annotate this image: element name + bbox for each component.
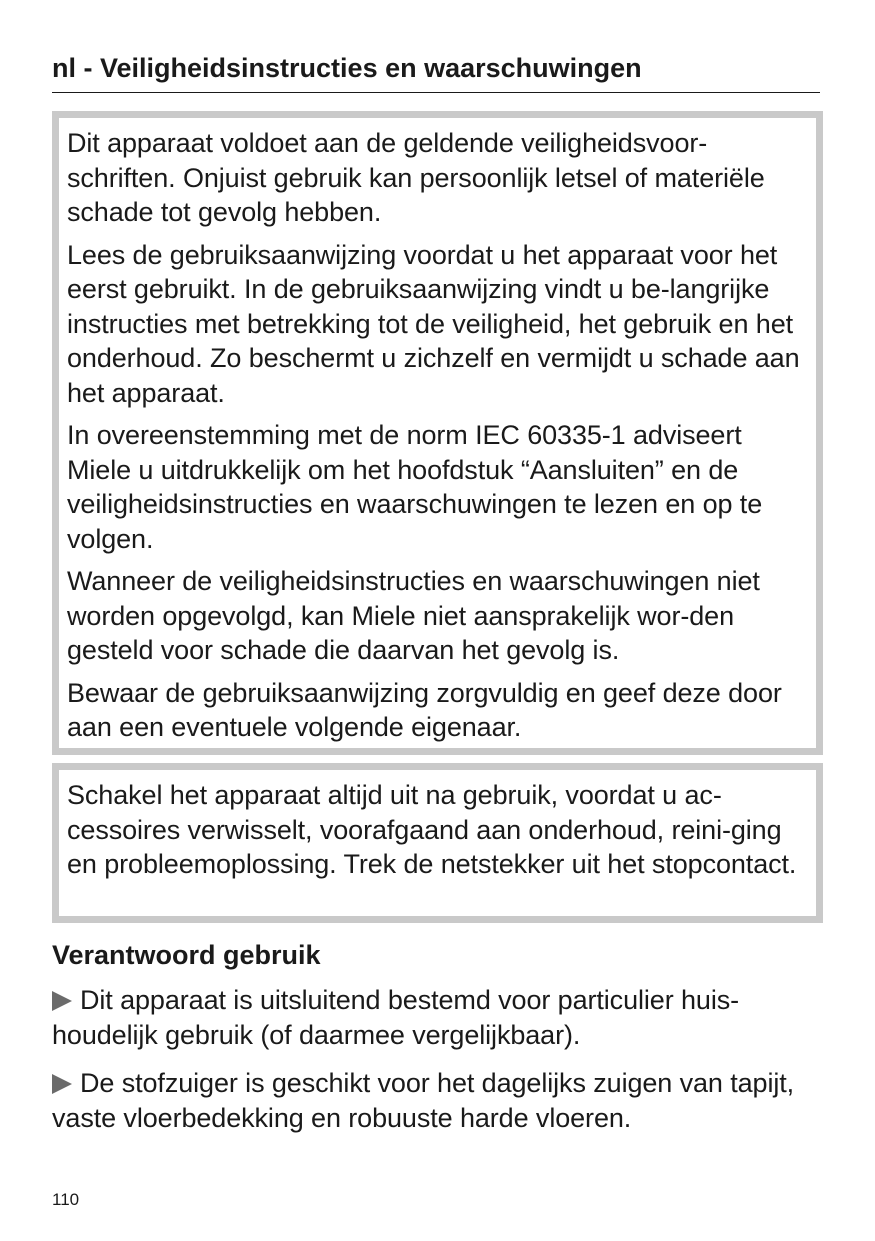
safety-warning-box <box>52 111 823 755</box>
warning-paragraph: In overeenstemming met de norm IEC 60335-1 adviseert Miele u uitdrukkelijk om het hoofdstuk “Aansluiten” en de veiligheidsinstructies en waarschuwingen te lezen en op te volgen. <box>67 420 763 554</box>
warning-paragraph: Wanneer de veiligheidsinstructies en waarschuwingen niet worden opgevolgd, kan Miele niet aansprakelijk wor-den gesteld voor schade die daarvan het gevolg is. <box>67 566 760 665</box>
page-title: nl - Veiligheidsinstructies en waarschuwingen <box>52 50 820 93</box>
bullet-text: Dit apparaat is uitsluitend bestemd voor particulier huis-houdelijk gebruik (of daarmee vergelijkbaar). <box>52 985 740 1050</box>
page-number: 110 <box>52 1190 80 1209</box>
section-heading: Verantwoord gebruik <box>52 940 321 970</box>
bullet-item <box>52 1066 820 1135</box>
triangle-bullet-icon <box>52 1074 72 1094</box>
warning-paragraph: Dit apparaat voldoet aan de geldende veiligheidsvoor-schriften. Onjuist gebruik kan persoonlijk letsel of materiële schade tot gevolg hebben. <box>67 128 765 227</box>
warning-paragraph: Schakel het apparaat altijd uit na gebruik, voordat u ac-cessoires verwisselt, voorafgaand aan onderhoud, reini-ging en probleemoplossing. Trek de netstekker uit het stopcontact. <box>67 780 797 879</box>
warning-paragraph: Bewaar de gebruiksaanwijzing zorgvuldig en geef deze door aan een eventuele volgende eigenaar. <box>67 677 782 742</box>
bullet-item <box>52 983 820 1052</box>
bullet-text: De stofzuiger is geschikt voor het dagelijks zuigen van tapijt, vaste vloerbedekking en robuuste harde vloeren. <box>52 1068 795 1133</box>
unplug-warning-box <box>52 763 823 923</box>
triangle-bullet-icon <box>52 991 72 1011</box>
warning-paragraph: Lees de gebruiksaanwijzing voordat u het apparaat voor het eerst gebruikt. In de gebruiksaanwijzing vindt u be-langrijke instructies met betrekking tot de veiligheid, het gebruik en het onderhoud. Zo beschermt u zichzelf en vermijdt u schade aan het apparaat. <box>67 239 800 408</box>
